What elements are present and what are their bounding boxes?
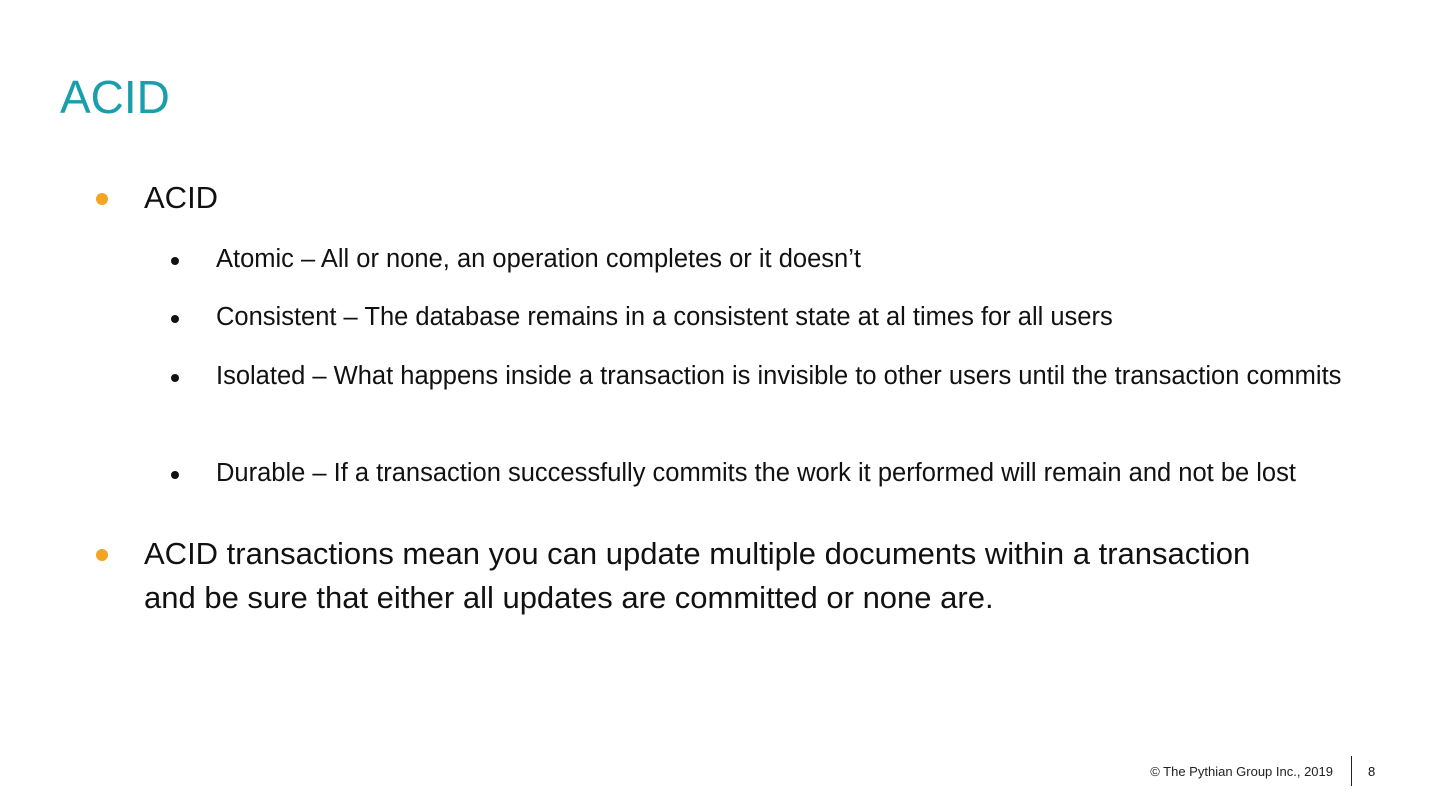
sub-bullet-durable <box>216 454 1351 493</box>
sub-bullet-text: Atomic – All or none, an operation completes or it doesn’t <box>216 245 861 273</box>
sub-bullet-dot-icon <box>171 374 179 382</box>
sub-bullet-dot-icon <box>171 315 179 323</box>
sub-bullet-dot-icon <box>171 257 179 265</box>
sub-bullet-dot-icon <box>171 471 179 479</box>
page-number: 8 <box>1368 764 1376 779</box>
bullet-acid <box>144 176 1304 220</box>
sub-bullet-consistent <box>216 298 1351 337</box>
sub-bullet-isolated <box>216 357 1351 396</box>
bullet-text: ACID <box>144 180 219 215</box>
sub-bullet-atomic <box>216 240 1351 279</box>
bullet-dot-icon <box>96 193 108 205</box>
sub-bullet-text: Isolated – What happens inside a transaction is invisible to other users until the transaction commits <box>216 362 1342 390</box>
sub-bullet-text: Consistent – The database remains in a consistent state at al times for all users <box>216 303 1113 331</box>
bullet-acid-transactions <box>144 532 1304 620</box>
slide-title: ACID <box>60 71 170 123</box>
bullet-dot-icon <box>96 549 108 561</box>
bullet-text: ACID transactions mean you can update multiple documents within a transaction and be sure that either all updates are committed or none are. <box>144 536 1251 615</box>
sub-bullet-text: Durable – If a transaction successfully commits the work it performed will remain and not be lost <box>216 459 1296 487</box>
footer-copyright: © The Pythian Group Inc., 2019 <box>1150 764 1333 779</box>
footer-divider <box>1351 756 1352 786</box>
